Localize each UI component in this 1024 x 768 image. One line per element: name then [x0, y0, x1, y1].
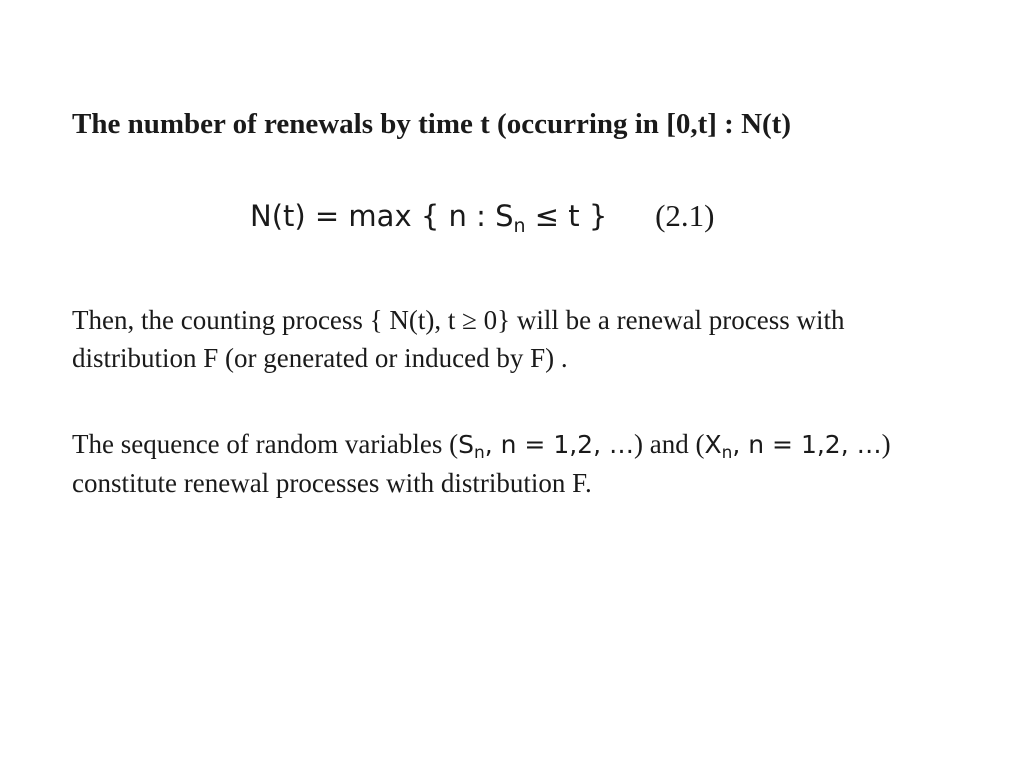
- subscript-n: n: [721, 443, 733, 463]
- sequence-x: [704, 430, 882, 463]
- text-segment: ) and (: [633, 429, 705, 459]
- text-segment: The sequence of random variables (: [72, 429, 459, 459]
- sequence-s: [458, 430, 634, 463]
- equation-2-1: [250, 198, 715, 237]
- paragraph-line: distribution F (or generated or induced by F) .: [72, 343, 568, 373]
- slide-heading: The number of renewals by time t (occurring in [0,t] : N(t): [72, 108, 791, 140]
- index-range: , n = 1,2, …: [484, 430, 634, 459]
- paragraph-random-variables: [72, 425, 891, 502]
- equation-lhs: N(t) = max { n : S: [250, 199, 514, 233]
- variable-x: X: [704, 430, 722, 459]
- variable-s: S: [458, 430, 474, 459]
- equation-rhs: ≤ t }: [525, 199, 608, 233]
- paragraph-counting-process: [72, 301, 845, 377]
- subscript-n: n: [473, 443, 485, 463]
- equation-subscript: n: [513, 215, 526, 237]
- paragraph-line: Then, the counting process { N(t), t ≥ 0} will be a renewal process with: [72, 305, 845, 335]
- paragraph-line: constitute renewal processes with distribution F.: [72, 468, 592, 498]
- equation-number: (2.1): [655, 198, 715, 233]
- equation-formula: [250, 199, 608, 237]
- index-range: , n = 1,2, …: [732, 430, 882, 459]
- paragraph-line: [72, 425, 891, 464]
- text-segment: ): [881, 429, 891, 459]
